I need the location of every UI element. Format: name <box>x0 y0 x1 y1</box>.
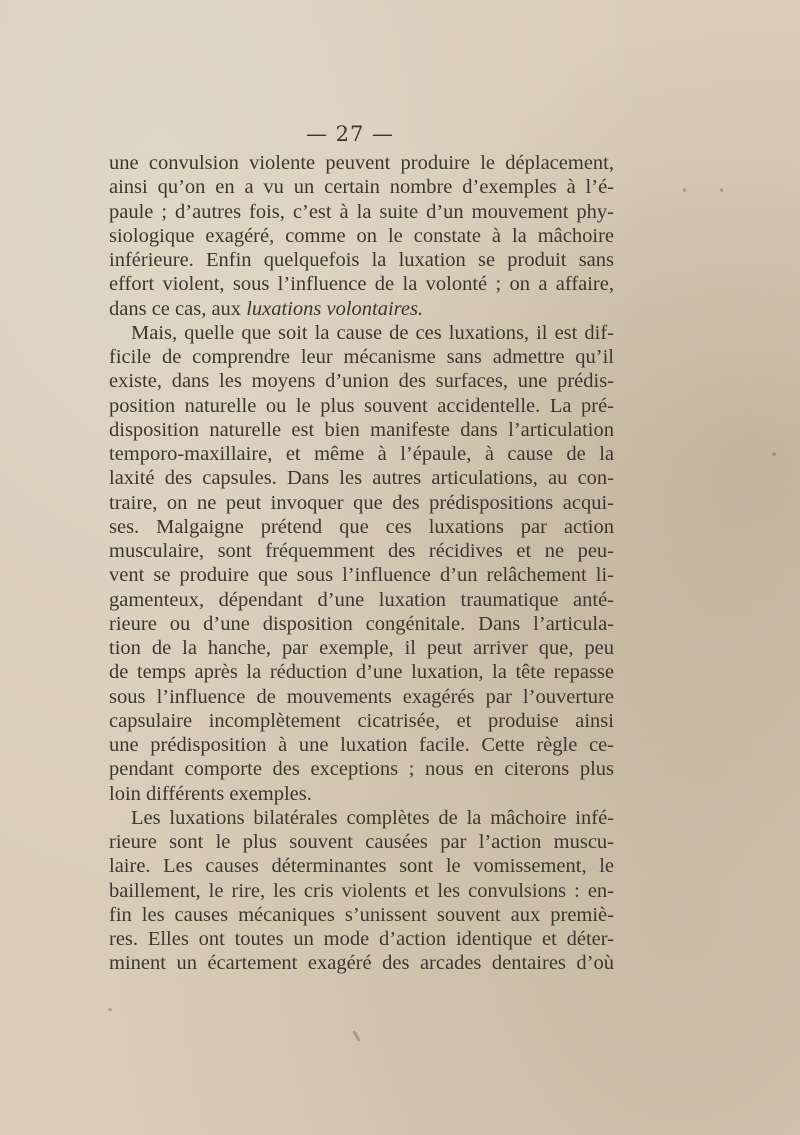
text-line: res. Elles ont toutes un mode d’action identique et déter- <box>109 928 614 950</box>
paper-speck <box>683 188 686 192</box>
paper-speck <box>108 1008 112 1011</box>
text-line: position naturelle ou le plus souvent accidentelle. La pré- <box>109 394 614 417</box>
text-line: rieure sont le plus souvent causées par l’action muscu- <box>109 831 614 853</box>
text-line-prefix: dans ce cas, aux <box>109 297 247 320</box>
text-line: inférieure. Enfin quelquefois la luxation se produit sans <box>109 249 614 271</box>
text-line: effort violent, sous l’influence de la volonté ; on a affaire, <box>109 273 614 296</box>
text-line: gamenteux, dépendant d’une luxation traumatique anté- <box>109 588 614 611</box>
text-line: siologique exagéré, comme on le constate à la mâchoire <box>109 224 614 247</box>
text-line: une convulsion violente peuvent produire le déplacement, <box>109 152 614 174</box>
paper-speck <box>352 1030 361 1042</box>
text-line: loin différents exemples. <box>109 782 312 805</box>
text-line: pendant comporte des exceptions ; nous en citerons plus <box>109 758 614 781</box>
text-line: ses. Malgaigne prétend que ces luxations par action <box>109 515 614 538</box>
paper-speck <box>772 452 776 456</box>
text-line: traire, on ne peut invoquer que des prédispositions acqui- <box>109 491 614 514</box>
text-line: laire. Les causes déterminantes sont le vomissement, le <box>109 855 614 878</box>
text-line: minent un écartement exagéré des arcades dentaires d’où <box>109 952 614 975</box>
text-line: Mais, quelle que soit la cause de ces luxations, il est dif- <box>131 321 614 344</box>
page-body <box>109 151 614 976</box>
text-line: laxité des capsules. Dans les autres articulations, au con- <box>109 467 614 490</box>
page-number: — 27 — <box>305 122 395 146</box>
text-line: existe, dans les moyens d’union des surfaces, une prédis- <box>109 370 614 393</box>
text-line: Les luxations bilatérales complètes de la mâchoire infé- <box>131 806 614 829</box>
paragraph-2 <box>109 321 614 806</box>
text-line: de temps après la réduction d’une luxation, la tête repasse <box>109 661 614 684</box>
text-line: une prédisposition à une luxation facile. Cette règle ce- <box>109 734 614 756</box>
text-line: sous l’influence de mouvements exagérés par l’ouverture <box>109 685 614 708</box>
text-line: paule ; d’autres fois, c’est à la suite d’un mouvement phy- <box>109 200 614 223</box>
text-line: musculaire, sont fréquemment des récidives et ne peu- <box>109 540 614 562</box>
text-line <box>109 297 614 321</box>
text-line: fin les causes mécaniques s’unissent souvent aux premiè- <box>109 903 614 926</box>
text-line: baillement, le rire, les cris violents et les convulsions : en- <box>109 879 614 902</box>
text-line: vent se produire que sous l’influence d’un relâchement li- <box>109 564 614 587</box>
paper-speck <box>720 188 723 192</box>
paragraph-3 <box>109 806 614 976</box>
text-line: ainsi qu’on en a vu un certain nombre d’exemples à l’é- <box>109 176 614 199</box>
italic-term: luxations volontaires. <box>246 297 424 320</box>
text-line: rieure ou d’une disposition congénitale. Dans l’articula- <box>109 612 614 635</box>
text-line: ficile de comprendre leur mécanisme sans admettre qu’il <box>109 346 614 368</box>
text-line: tion de la hanche, par exemple, il peut arriver que, peu <box>109 637 614 659</box>
text-line: temporo-maxillaire, et même à l’épaule, à cause de la <box>109 443 614 465</box>
paragraph-1 <box>109 151 614 321</box>
text-line: capsulaire incomplètement cicatrisée, et produise ainsi <box>109 709 614 732</box>
text-line: disposition naturelle est bien manifeste dans l’articulation <box>109 418 614 441</box>
